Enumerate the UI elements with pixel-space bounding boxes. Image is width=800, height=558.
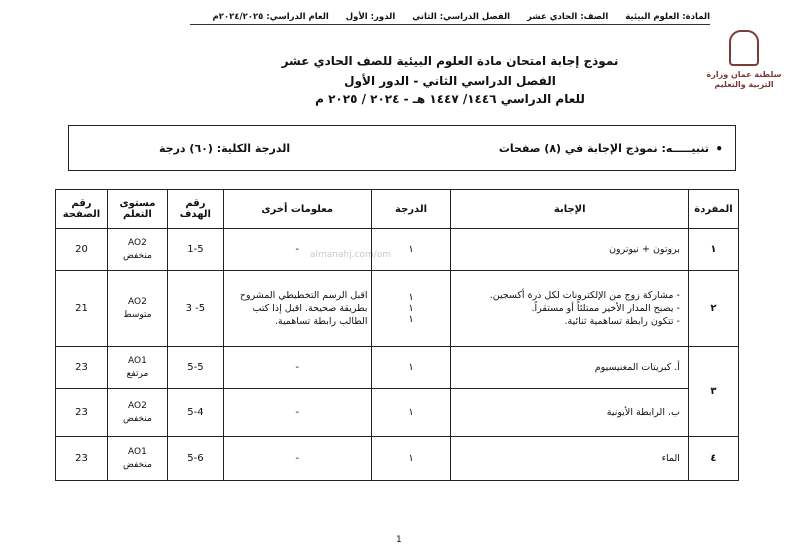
info-cell: - bbox=[223, 437, 371, 481]
score-value: ١ bbox=[408, 303, 414, 314]
col-info: معلومات أخرى bbox=[223, 190, 371, 229]
level-text: منخفض bbox=[122, 413, 152, 424]
level-code: AO1 bbox=[128, 446, 147, 457]
exam-info-header bbox=[190, 12, 710, 25]
col-item: المفردة bbox=[688, 190, 738, 229]
objective-cell: 5-5 bbox=[167, 347, 223, 389]
table-row bbox=[56, 271, 739, 347]
level-code: AO1 bbox=[128, 355, 147, 366]
info-cell: - bbox=[223, 389, 371, 437]
level-code: AO2 bbox=[128, 296, 147, 307]
answer-line: - تتكون رابطة تساهمية ثنائية. bbox=[564, 316, 680, 327]
notice-box bbox=[68, 125, 736, 171]
level-cell bbox=[107, 271, 167, 347]
item-cell: ٣ bbox=[688, 347, 738, 437]
watermark: almanahj.com/om bbox=[310, 250, 392, 260]
page-subtitle: الفصل الدراسي الثاني - الدور الأول bbox=[344, 74, 556, 88]
grade-label: الصف: الحادي عشر bbox=[527, 12, 609, 22]
table-row bbox=[56, 389, 739, 437]
page-cell: 20 bbox=[56, 229, 108, 271]
answer-cell: بروتون + نيوترون bbox=[451, 229, 689, 271]
level-text: منخفض bbox=[122, 250, 152, 261]
table-header-row bbox=[56, 190, 739, 229]
info-cell: اقبل الرسم التخطيطي المشروح بطريقة صحيحة. اقبل إذا كتب الطالب رابطة تساهمية. bbox=[223, 271, 371, 347]
page-number: 1 bbox=[396, 535, 402, 545]
level-code: AO2 bbox=[128, 237, 147, 248]
col-score: الدرجة bbox=[371, 190, 451, 229]
answer-cell bbox=[451, 271, 689, 347]
answer-cell: ب. الرابطة الأيونية bbox=[451, 389, 689, 437]
level-cell bbox=[107, 347, 167, 389]
score-cell: ١ bbox=[371, 229, 451, 271]
session-label: الدور: الأول bbox=[345, 12, 396, 22]
objective-cell: 1-5 bbox=[167, 229, 223, 271]
level-text: مرتفع bbox=[126, 368, 149, 379]
score-cell: ١ bbox=[371, 437, 451, 481]
page-cell: 21 bbox=[56, 271, 108, 347]
level-cell bbox=[107, 389, 167, 437]
notice-pages bbox=[498, 142, 723, 156]
level-cell bbox=[107, 437, 167, 481]
answer-line: - يصبح المدار الأخير ممتلئاً أو مستقراً. bbox=[531, 303, 680, 314]
level-text: متوسط bbox=[123, 309, 152, 320]
objective-cell: 5-6 bbox=[167, 437, 223, 481]
ministry-logo bbox=[704, 30, 784, 108]
page-cell: 23 bbox=[56, 389, 108, 437]
notice-pages-text: تنبيـــــه: نموذج الإجابة في (٨) صفحات bbox=[498, 142, 709, 155]
objective-cell: 3 -5 bbox=[167, 271, 223, 347]
logo-text: سلطنة عمان وزارة التربية والتعليم bbox=[706, 70, 782, 89]
level-cell bbox=[107, 229, 167, 271]
answer-cell: الماء bbox=[451, 437, 689, 481]
page-cell: 23 bbox=[56, 437, 108, 481]
table-row bbox=[56, 229, 739, 271]
answer-table bbox=[55, 189, 739, 481]
table-row bbox=[56, 437, 739, 481]
page-title: نموذج إجابة امتحان مادة العلوم البيئية للصف الحادي عشر bbox=[281, 54, 619, 68]
info-cell: - bbox=[223, 229, 371, 271]
subject-label: المادة: العلوم البيئية bbox=[625, 12, 710, 22]
academic-year-title: للعام الدراسي ١٤٤٦/ ١٤٤٧ هـ - ٢٠٢٤ / ٢٠٢٥ م bbox=[315, 92, 585, 106]
item-cell: ٤ bbox=[688, 437, 738, 481]
level-text: منخفض bbox=[122, 459, 152, 470]
col-level: مستوى التعلم bbox=[107, 190, 167, 229]
info-cell: - bbox=[223, 347, 371, 389]
table-row bbox=[56, 347, 739, 389]
score-cell: ١ bbox=[371, 389, 451, 437]
score-value: ١ bbox=[408, 292, 414, 303]
score-cell bbox=[371, 271, 451, 347]
col-answer: الإجابة bbox=[451, 190, 689, 229]
col-page: رقم الصفحة bbox=[56, 190, 108, 229]
col-objective: رقم الهدف bbox=[167, 190, 223, 229]
level-code: AO2 bbox=[128, 400, 147, 411]
objective-cell: 5-4 bbox=[167, 389, 223, 437]
bullet-icon: • bbox=[715, 142, 723, 156]
page-cell: 23 bbox=[56, 347, 108, 389]
answer-line: - مشاركة زوج من الإلكترونات لكل ذرة أكسجين. bbox=[489, 290, 680, 301]
score-value: ١ bbox=[408, 314, 414, 325]
item-cell: ١ bbox=[688, 229, 738, 271]
item-cell: ٢ bbox=[688, 271, 738, 347]
score-cell: ١ bbox=[371, 347, 451, 389]
answer-cell: أ. كبريتات المغنيسيوم bbox=[451, 347, 689, 389]
semester-label: الفصل الدراسي: الثاني bbox=[412, 12, 511, 22]
year-label: العام الدراسي: ٢٠٢٤/٢٠٢٥م bbox=[212, 12, 329, 22]
emblem-icon bbox=[729, 30, 759, 66]
notice-total-score: الدرجة الكلية: (٦٠) درجة bbox=[159, 142, 291, 155]
